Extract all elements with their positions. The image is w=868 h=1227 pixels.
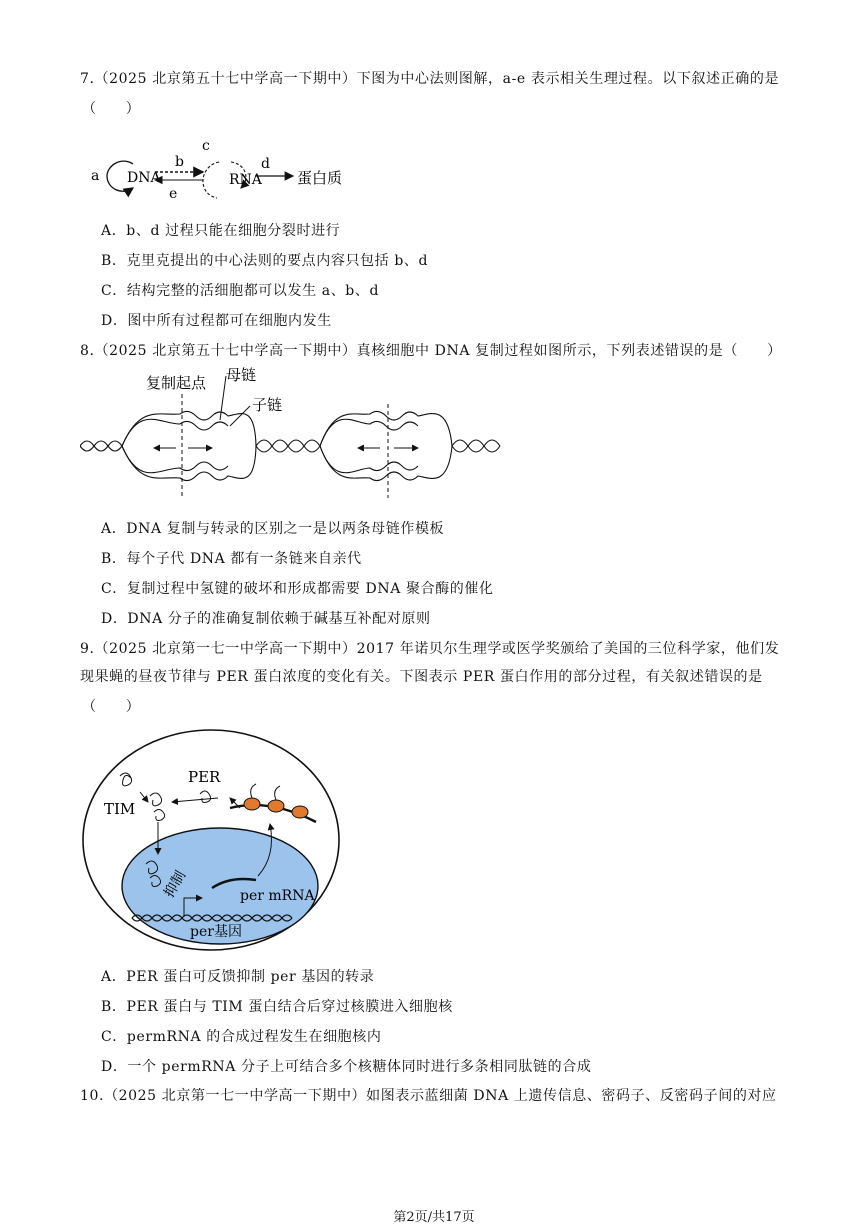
label-rna: RNA xyxy=(229,172,262,188)
q9-option-c: C．permRNA 的合成过程发生在细胞核内 xyxy=(101,1029,382,1045)
label-d: d xyxy=(261,156,270,172)
label-origin: 复制起点 xyxy=(146,374,207,392)
label-parent-strand: 母链 xyxy=(226,366,257,384)
q7-stem-line1: 7.（2025 北京第五十七中学高一下期中）下图为中心法则图解，a-e 表示相关生理过程。以下叙述正确的是 xyxy=(80,71,780,87)
label-per-gene: per基因 xyxy=(190,924,242,940)
per-protein-diagram xyxy=(80,726,342,954)
label-per: PER xyxy=(188,768,221,786)
q8-option-a: A．DNA 复制与转录的区别之一是以两条母链作模板 xyxy=(101,521,445,537)
label-a: a xyxy=(91,168,100,184)
q7-stem-line2: （ ） xyxy=(82,101,141,117)
q9-option-d: D．一个 permRNA 分子上可结合多个核糖体同时进行多条相同肽链的合成 xyxy=(101,1059,592,1075)
q7-option-a: A．b、d 过程只能在细胞分裂时进行 xyxy=(101,223,341,239)
label-c: c xyxy=(202,138,210,154)
q8-stem: 8.（2025 北京第五十七中学高一下期中）真核细胞中 DNA 复制过程如图所示，下列表述错误的是（ ） xyxy=(80,343,782,359)
q7-option-d: D．图中所有过程都可在细胞内发生 xyxy=(101,313,332,329)
q9-stem-line3: （ ） xyxy=(82,699,141,715)
label-b: b xyxy=(175,154,184,170)
q8-option-d: D．DNA 分子的准确复制依赖于碱基互补配对原则 xyxy=(101,611,431,627)
label-protein: 蛋白质 xyxy=(297,169,343,187)
q9-stem-line2: 现果蝇的昼夜节律与 PER 蛋白浓度的变化有关。下图表示 PER 蛋白作用的部分过程，有关叙述错误的是 xyxy=(80,669,763,685)
page-footer: 第2页/共17页 xyxy=(393,1210,475,1225)
q7-option-b: B．克里克提出的中心法则的要点内容只包括 b、d xyxy=(101,253,429,269)
ribosome-1 xyxy=(244,798,260,810)
q8-option-b: B．每个子代 DNA 都有一条链来自亲代 xyxy=(101,551,362,567)
label-daughter-strand: 子链 xyxy=(252,396,283,414)
q9-stem-line1: 9.（2025 北京第一七一中学高一下期中）2017 年诺贝尔生理学或医学奖颁给了美国的三位科学家，他们发 xyxy=(80,641,780,657)
q7-option-c: C．结构完整的活细胞都可以发生 a、b、d xyxy=(101,283,380,299)
label-e: e xyxy=(169,186,178,202)
ribosome-2 xyxy=(268,800,284,812)
label-tim: TIM xyxy=(104,800,136,818)
dna-replication-diagram xyxy=(80,364,505,504)
q10-stem: 10.（2025 北京第一七一中学高一下期中）如图表示蓝细菌 DNA 上遗传信息、密码子、反密码子间的对应 xyxy=(80,1088,777,1104)
q8-option-c: C．复制过程中氢键的破坏和形成都需要 DNA 聚合酶的催化 xyxy=(101,581,494,597)
q9-option-a: A．PER 蛋白可反馈抑制 per 基因的转录 xyxy=(101,969,375,985)
label-dna: DNA xyxy=(127,170,161,186)
q9-option-b: B．PER 蛋白与 TIM 蛋白结合后穿过核膜进入细胞核 xyxy=(101,999,453,1015)
label-inhibit: 抑制 xyxy=(161,868,190,901)
label-per-mrna: per mRNA xyxy=(240,888,315,904)
central-dogma-diagram xyxy=(85,136,355,208)
ribosome-3 xyxy=(292,806,308,818)
